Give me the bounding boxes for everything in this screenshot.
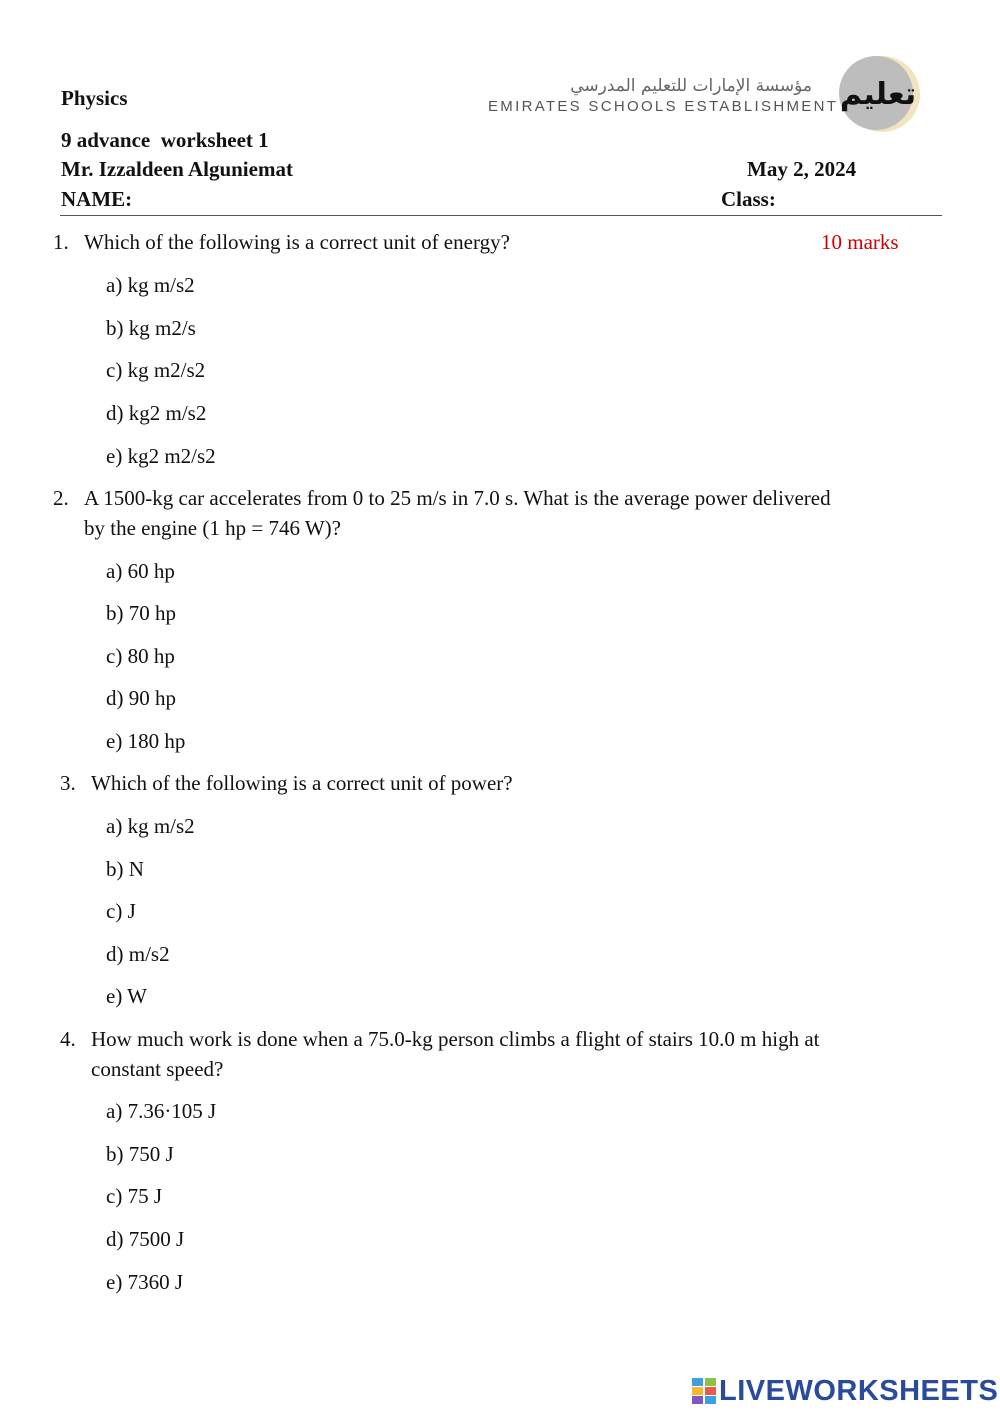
option-e[interactable]: e) 7360 J [106,1270,183,1294]
question-3 [60,769,940,799]
option-c[interactable]: c) 75 J [106,1184,162,1208]
option-e[interactable]: e) W [106,984,148,1008]
option-d[interactable]: d) 90 hp [106,686,176,710]
logo-english-text: EMIRATES SCHOOLS ESTABLISHMENT [488,98,839,115]
liveworksheets-logo[interactable] [692,1374,998,1408]
option-c[interactable]: c) J [106,899,136,923]
question-text: Which of the following is a correct unit of power? [91,771,513,795]
question-text-line1: A 1500-kg car accelerates from 0 to 25 m/s in 7.0 s. What is the average power delivered [84,486,831,510]
subject-title: Physics [61,86,128,110]
logo-mark-text: تعليم [839,77,917,112]
option-d[interactable]: d) 7500 J [106,1227,185,1251]
question-text-line2: by the engine (1 hp = 746 W)? [84,516,341,540]
liveworksheets-grid-icon [692,1378,716,1404]
logo-mark [834,50,924,136]
option-b[interactable]: b) 750 J [106,1142,174,1166]
question-text-line2: constant speed? [91,1057,224,1081]
question-2 [53,484,943,544]
question-number: 3. [60,771,76,795]
option-d[interactable]: d) kg2 m/s2 [106,401,207,425]
option-b[interactable]: b) 70 hp [106,601,176,625]
question-text-line1: How much work is done when a 75.0-kg person climbs a flight of stairs 10.0 m high at [91,1027,820,1051]
marks-label: 10 marks [821,230,899,254]
header-divider [60,215,942,216]
option-a[interactable]: a) kg m/s2 [106,273,195,297]
question-number: 4. [60,1027,76,1051]
class-label: Class: [721,187,776,211]
worksheet-date: May 2, 2024 [747,157,857,181]
option-c[interactable]: c) 80 hp [106,644,175,668]
option-b[interactable]: b) N [106,857,144,881]
option-d[interactable]: d) m/s2 [106,942,170,966]
logo-emblem-icon [834,50,924,136]
teacher-name: Mr. Izzaldeen Alguniemat [61,157,293,181]
option-a[interactable]: a) 60 hp [106,559,175,583]
option-c[interactable]: c) kg m2/s2 [106,358,206,382]
option-e[interactable]: e) 180 hp [106,729,186,753]
option-a[interactable]: a) kg m/s2 [106,814,195,838]
option-a[interactable]: a) 7.36·105 J [106,1099,217,1123]
question-number: 1. [53,230,69,254]
name-label: NAME: [61,187,133,211]
question-number: 2. [53,486,69,510]
option-b[interactable]: b) kg m2/s [106,316,196,340]
option-e[interactable]: e) kg2 m2/s2 [106,444,216,468]
liveworksheets-brand-text: LIVEWORKSHEETS [719,1374,999,1407]
question-4 [60,1025,940,1085]
question-1 [53,228,933,258]
logo-arabic-text: مؤسسة الإمارات للتعليم المدرسي [570,76,812,96]
question-text: Which of the following is a correct unit of energy? [84,230,510,254]
worksheet-title: 9 advance worksheet 1 [61,128,269,152]
